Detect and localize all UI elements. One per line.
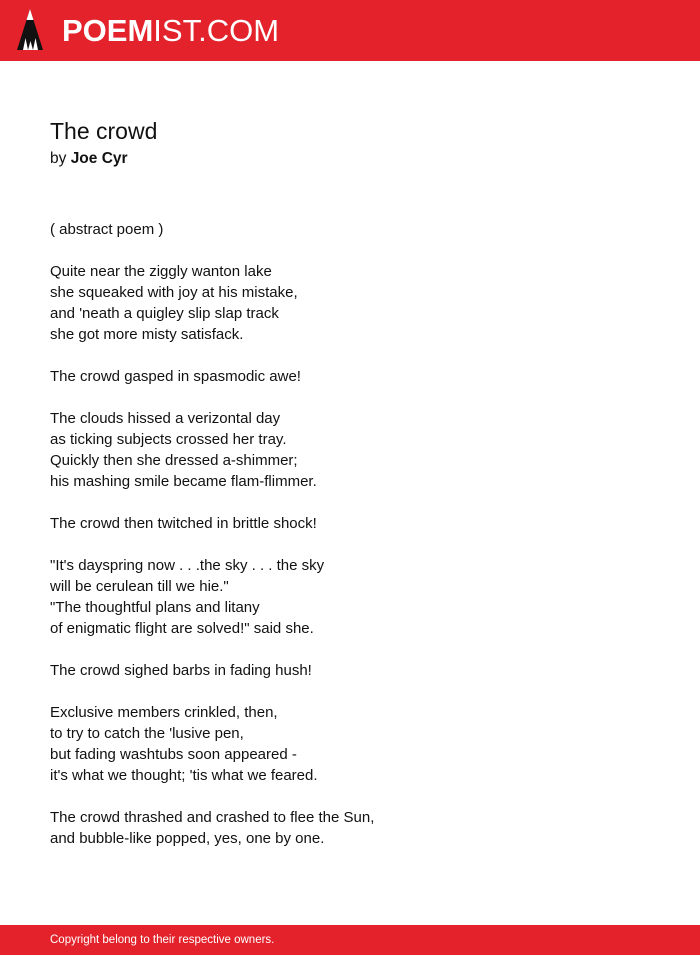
- poem-line: The crowd gasped in spasmodic awe!: [50, 368, 301, 385]
- stanza-break: [50, 492, 650, 513]
- stanza-break: [50, 534, 650, 555]
- poem-line: Exclusive members crinkled, then,: [50, 704, 278, 721]
- stanza-break: [50, 681, 650, 702]
- poem-line: "The thoughtful plans and litany: [50, 599, 260, 616]
- poem-line: she got more misty satisfack.: [50, 326, 244, 343]
- by-label: by: [50, 150, 67, 167]
- brand-bold: POEM: [62, 13, 154, 48]
- site-header: [0, 0, 700, 61]
- pencil-icon[interactable]: [16, 8, 44, 52]
- poem-line: his mashing smile became flam-flimmer.: [50, 473, 317, 490]
- brand-light: IST.COM: [153, 13, 280, 48]
- poem-line: and 'neath a quigley slip slap track: [50, 305, 279, 322]
- site-logo[interactable]: [62, 12, 279, 50]
- site-footer: [0, 925, 700, 955]
- poem-title: The crowd: [50, 118, 158, 144]
- poem-line: but fading washtubs soon appeared -: [50, 746, 297, 763]
- poem-line: "It's dayspring now . . .the sky . . . the sky: [50, 557, 325, 574]
- poem-line: The crowd sighed barbs in fading hush!: [50, 662, 312, 679]
- poem-body: [50, 219, 650, 849]
- poem-line: and bubble-like popped, yes, one by one.: [50, 830, 325, 847]
- poem-line: The clouds hissed a verizontal day: [50, 410, 281, 427]
- poem-line: to try to catch the 'lusive pen,: [50, 725, 244, 742]
- poem-line: it's what we thought; 'tis what we feared.: [50, 767, 318, 784]
- poem-line: she squeaked with joy at his mistake,: [50, 284, 298, 301]
- stanza-break: [50, 345, 650, 366]
- poem-line: as ticking subjects crossed her tray.: [50, 431, 287, 448]
- byline: [50, 148, 128, 170]
- stanza-break: [50, 387, 650, 408]
- poem-line: The crowd then twitched in brittle shock!: [50, 515, 317, 532]
- poem-line: of enigmatic flight are solved!" said she.: [50, 620, 314, 637]
- poem-line: will be cerulean till we hie.": [50, 578, 229, 595]
- stanza-break: [50, 639, 650, 660]
- poem-line: Quite near the ziggly wanton lake: [50, 263, 272, 280]
- stanza-break: [50, 786, 650, 807]
- poem-line: The crowd thrashed and crashed to flee the Sun,: [50, 809, 375, 826]
- author-name: Joe Cyr: [70, 150, 128, 167]
- copyright-notice: Copyright belong to their respective owners.: [50, 934, 275, 946]
- poem-line: ( abstract poem ): [50, 221, 164, 238]
- poem-line: Quickly then she dressed a-shimmer;: [50, 452, 298, 469]
- stanza-break: [50, 240, 650, 261]
